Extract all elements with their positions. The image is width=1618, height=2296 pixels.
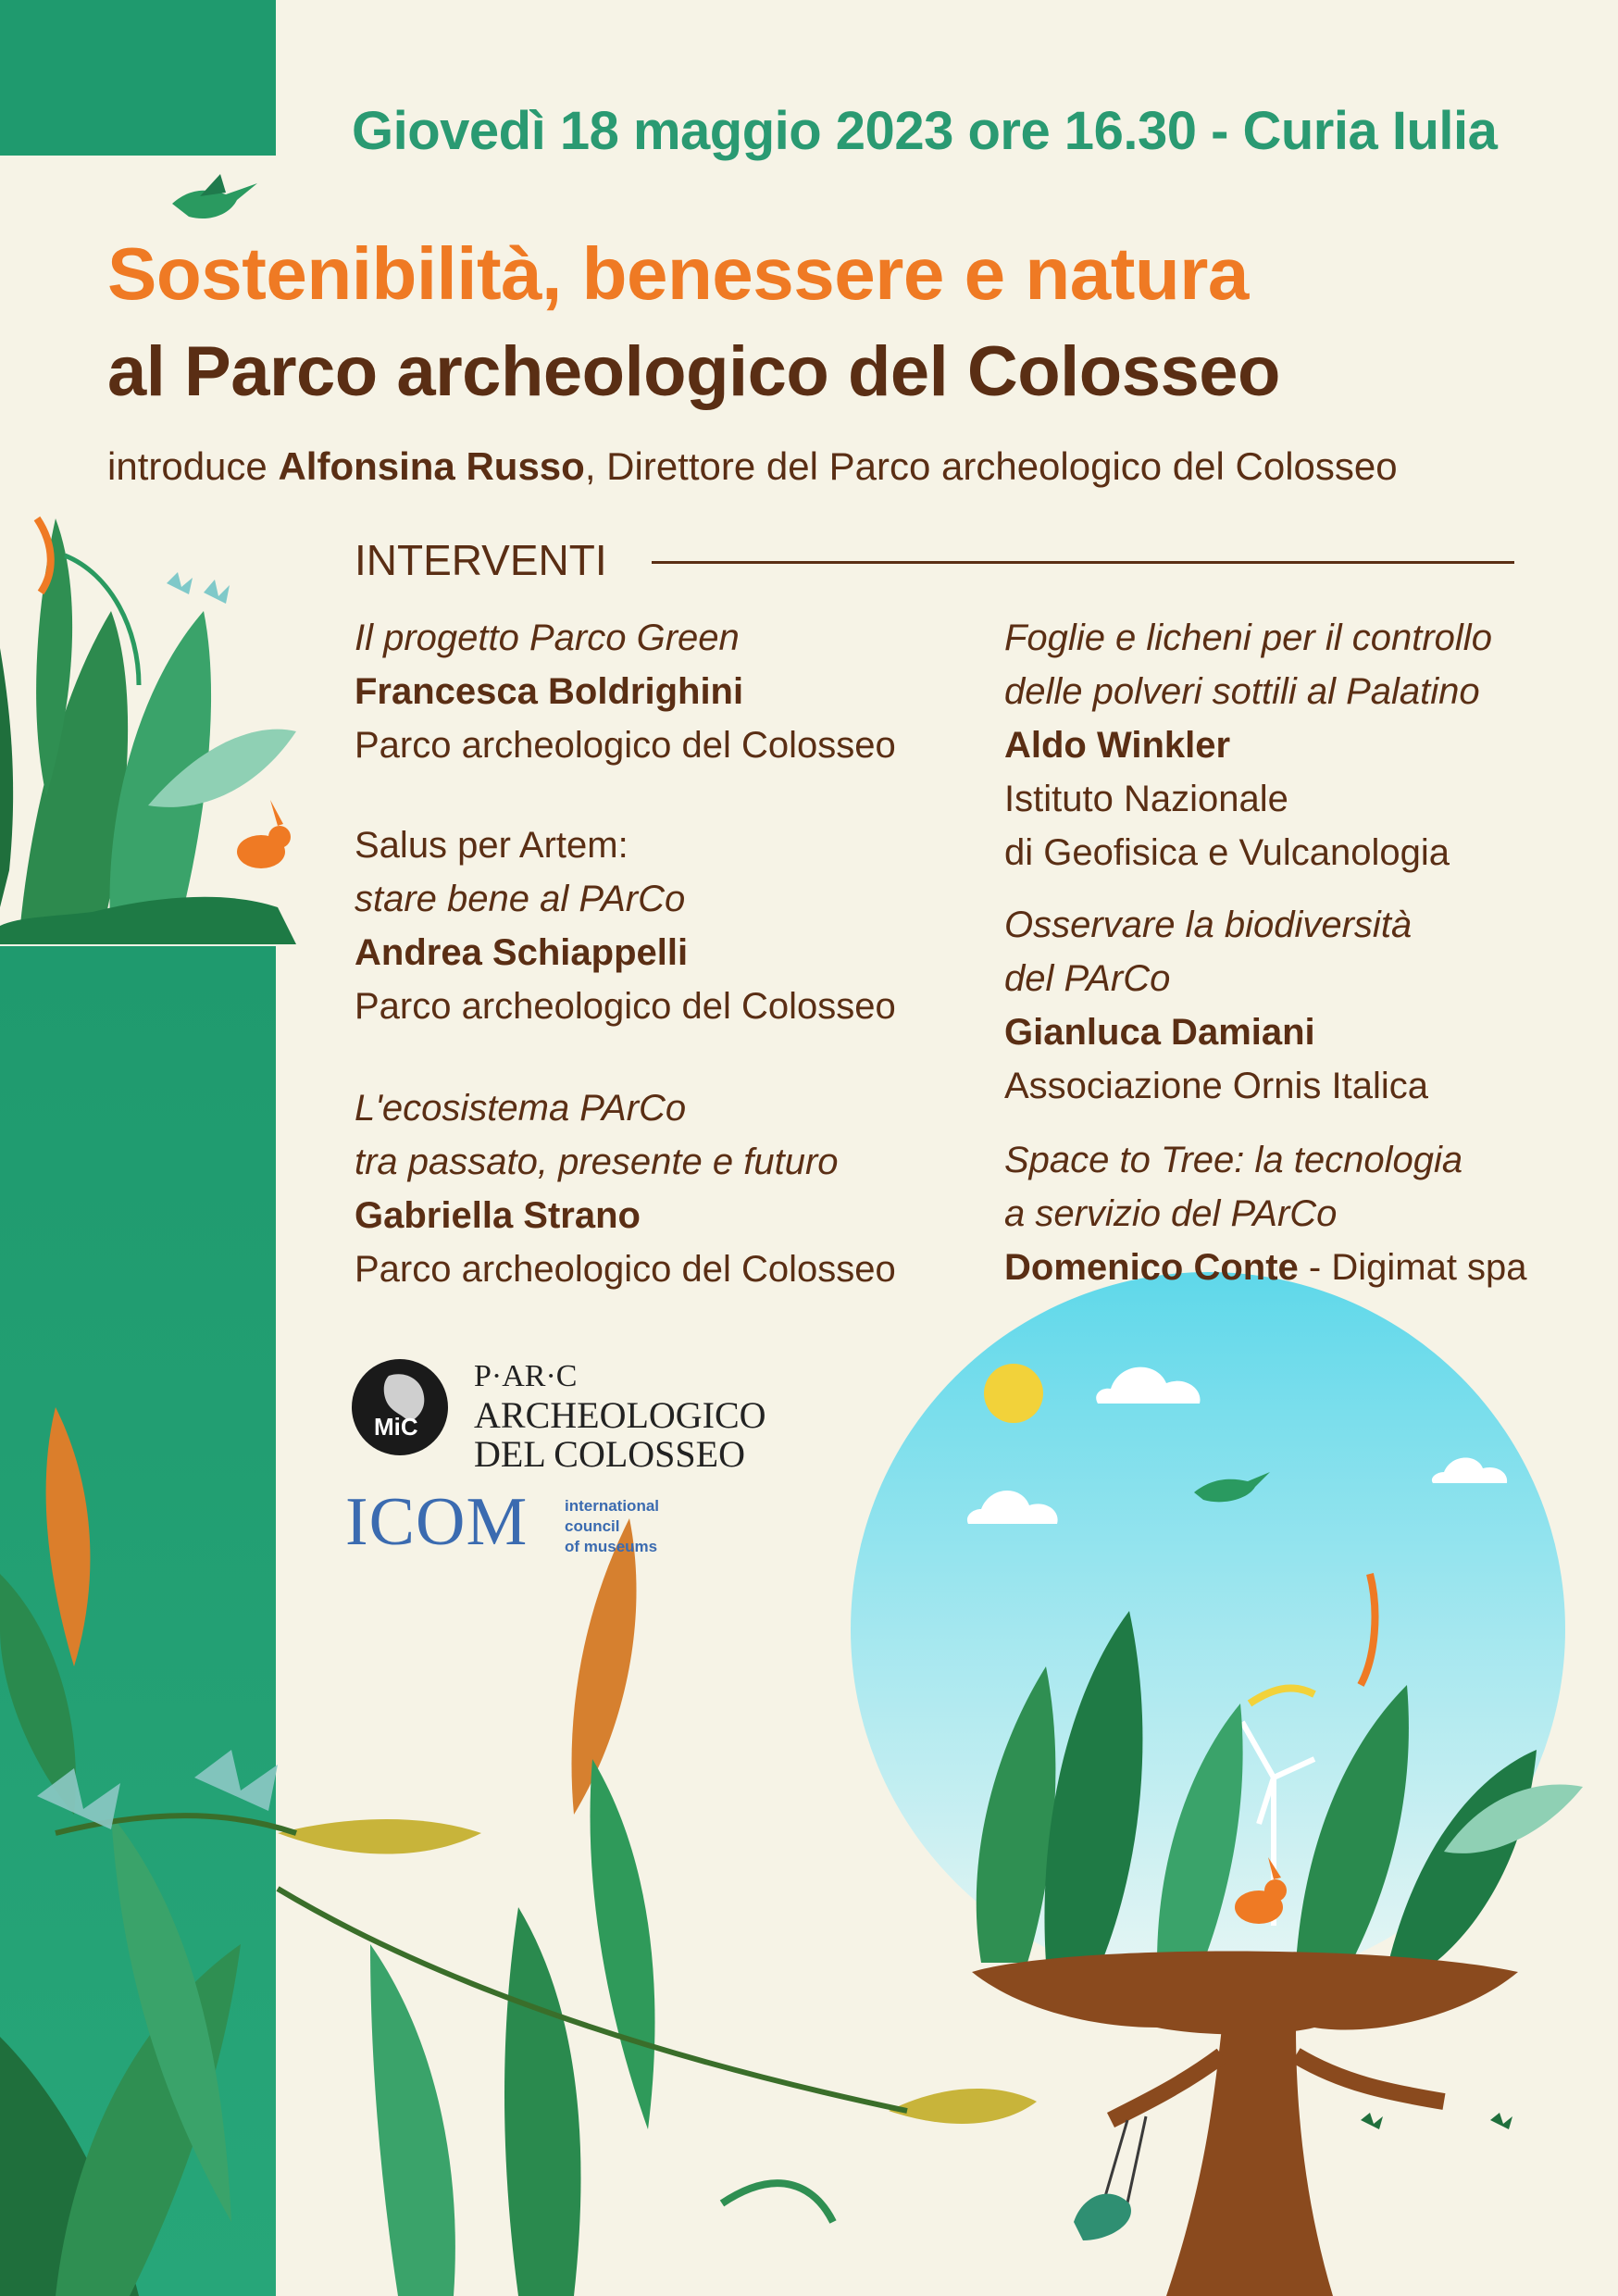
mic-label: MiC: [374, 1413, 418, 1441]
talk-speaker-line: [1004, 1241, 1597, 1294]
event-intro: [107, 444, 1398, 489]
intro-name: Alfonsina Russo: [278, 444, 585, 488]
talk-affiliation: Associazione Ornis Italica: [1004, 1066, 1428, 1106]
parco-logo-line3: DEL COLOSSEO: [474, 1433, 745, 1475]
talk-title: L'ecosistema PArCo: [355, 1088, 687, 1129]
heading-rule: [652, 561, 1514, 564]
talk-affiliation-2: di Geofisica e Vulcanologia: [1004, 832, 1450, 873]
talk-left-1: [355, 611, 947, 772]
talk-title: Il progetto Parco Green: [355, 618, 740, 658]
upper-foliage: [0, 518, 296, 944]
icom-subtitle: [565, 1496, 659, 1557]
talk-title: Osservare la biodiversità: [1004, 905, 1413, 945]
talk-right-2: [1004, 898, 1597, 1113]
event-title-line2: al Parco archeologico del Colosseo: [107, 332, 1280, 411]
interventi-heading: INTERVENTI: [355, 536, 607, 584]
talk-speaker: Domenico Conte: [1004, 1247, 1299, 1288]
top-green-block: [0, 0, 276, 156]
parco-logo-line2: ARCHEOLOGICO: [474, 1394, 766, 1436]
talk-title-2: tra passato, presente e futuro: [355, 1142, 839, 1182]
talk-title: Space to Tree: la tecnologia: [1004, 1140, 1463, 1180]
talk-affiliation: Parco archeologico del Colosseo: [355, 725, 896, 766]
parco-logo-text: [474, 1357, 766, 1474]
talk-title: Foglie e licheni per il controllo: [1004, 618, 1492, 658]
talk-right-1: [1004, 611, 1597, 880]
talk-left-2: [355, 818, 947, 1033]
talk-speaker: Aldo Winkler: [1004, 725, 1231, 766]
intro-prefix: introduce: [107, 444, 279, 488]
icom-sub-line1: international: [565, 1497, 660, 1515]
event-title-line1: Sostenibilità, benessere e natura: [107, 232, 1249, 315]
talk-title-normal: Salus per Artem:: [355, 825, 629, 866]
icom-sub-line3: of museums: [565, 1538, 658, 1555]
talk-affiliation: Parco archeologico del Colosseo: [355, 1249, 896, 1290]
mic-logo: [352, 1359, 448, 1455]
bird-icon: [172, 174, 257, 218]
talk-affiliation: Parco archeologico del Colosseo: [355, 986, 896, 1027]
globe-illustration: [851, 1272, 1583, 2296]
icom-logo: ICOM: [345, 1484, 529, 1560]
talk-speaker: Gabriella Strano: [355, 1195, 641, 1236]
talk-speaker: Francesca Boldrighini: [355, 671, 744, 712]
talk-affiliation: - Digimat spa: [1298, 1247, 1527, 1288]
talk-title: stare bene al PArCo: [355, 879, 686, 919]
talk-title-2: del PArCo: [1004, 958, 1171, 999]
talk-left-3: [355, 1081, 947, 1296]
talk-right-3: [1004, 1133, 1597, 1294]
icom-sub-line2: council: [565, 1517, 620, 1535]
talk-speaker: Gianluca Damiani: [1004, 1012, 1315, 1053]
talk-speaker: Andrea Schiappelli: [355, 932, 689, 973]
parco-logo-line1: P·AR·C: [474, 1359, 578, 1393]
event-date-line: Giovedì 18 maggio 2023 ore 16.30 - Curia Iulia: [352, 101, 1498, 161]
talk-affiliation: Istituto Nazionale: [1004, 779, 1288, 819]
talk-title-2: delle polveri sottili al Palatino: [1004, 671, 1480, 712]
intro-suffix: , Direttore del Parco archeologico del Colosseo: [584, 444, 1398, 488]
sun-icon: [984, 1364, 1043, 1423]
talk-title-2: a servizio del PArCo: [1004, 1193, 1338, 1234]
